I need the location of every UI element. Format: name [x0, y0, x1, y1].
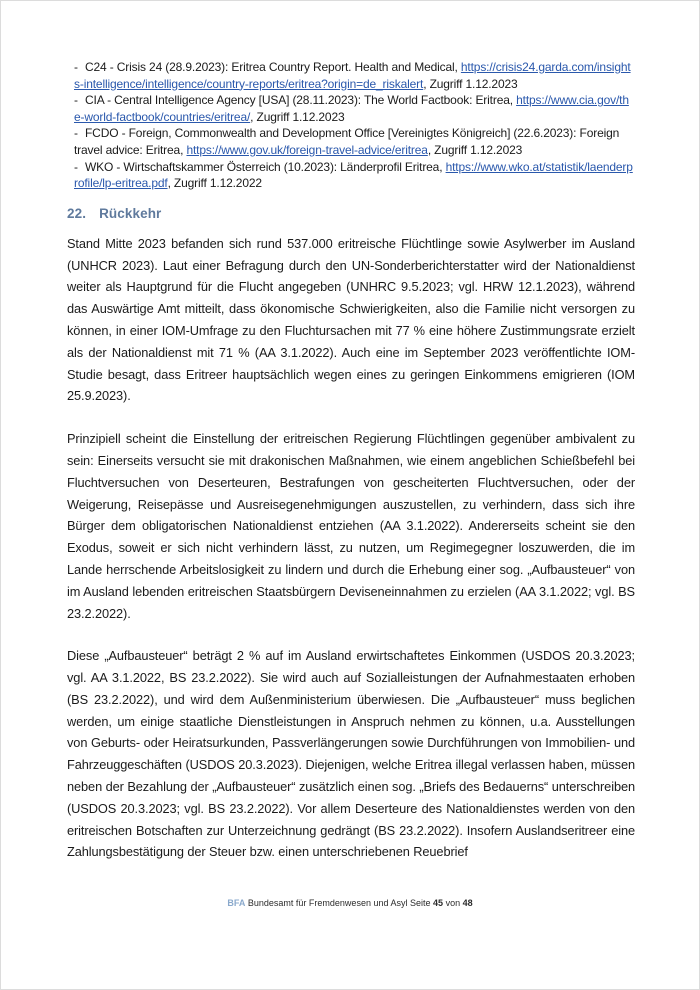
reference-text: , Zugriff 1.12.2023 [427, 142, 523, 157]
footer-of-label: von [445, 898, 461, 908]
reference-link[interactable]: https://www.gov.uk/foreign-travel-advice/eritrea [186, 142, 428, 157]
reference-list [67, 59, 635, 192]
body-paragraph: Diese „Aufbausteuer“ beträgt 2 % auf im Ausland erwirtschaftetes Einkommen (USDOS 20.3.2023; vgl. AA 3.1.2022, BS 23.2.2022). Sie wird auch auf Sozialleistungen der Aufnahmestaaten erhoben (BS 23.2.2022), und wird dem Außenministerium überwiesen. Die „Aufbausteuer“ muss beglichen werden, um einige staatliche Dienstleistungen in Anspruch nehmen zu können, u.a. Ausstellungen von Geburts- oder Heiratsurkunden, Passverlängerungen sowie Durchführungen von Immobilien- und Fahrzeuggeschäften (USDOS 20.3.2023). Diejenigen, welche Eritrea illegal verlassen haben, müssen neben der Bezahlung der „Aufbausteuer“ zusätzlich einen sog. „Briefs des Bedauerns“ unterschreiben (USDOS 20.3.2023; vgl. BS 23.2.2022). Vor allem Deserteure des Nationaldienstes werden von den eritreischen Botschaften zur Unterzeichnung gedrängt (BS 23.2.2022). Insofern Auslandseritreer eine Zahlungsbestätigung der Steuer bzw. einen unterschriebenen Reuebrief [67, 648, 635, 860]
reference-item [67, 92, 635, 125]
reference-text: FCDO - Foreign, Commonwealth and Development Office [Vereinigtes Königreich] (22.6.2023): Foreign travel advice: Eritrea, [74, 126, 620, 157]
body-paragraph: Stand Mitte 2023 befanden sich rund 537.000 eritreische Flüchtlinge sowie Asylwerber im Ausland (UNHCR 2023). Laut einer Befragung durch den UN-Sonderberichterstatter wird der Nationaldienst weiter als Hauptgrund für die Flucht angegeben (UNHRC 9.5.2023; vgl. HRW 12.1.2023), während das Auswärtige Amt mitteilt, dass ökonomische Schwierigkeiten, also die Familie nicht versorgen zu können, in einer IOM-Umfrage zu den Fluchtursachen mit 77 % eine höhere Zustimmungsrate erzielt als der Nationaldienst mit 71 % (AA 3.1.2022). Auch eine im September 2023 veröffentlichte IOM-Studie besagt, dass Eritreer hauptsächlich wegen eines zu geringen Einkommens emigrieren (IOM 25.9.2023). [67, 235, 635, 404]
list-dash: - [74, 60, 78, 74]
reference-text: WKO - Wirtschaftskammer Österreich (10.2023): Länderprofil Eritrea, [85, 159, 446, 174]
reference-item [67, 59, 635, 92]
reference-text: , Zugriff 1.12.2022 [167, 176, 262, 191]
bfa-logo: BFA [227, 898, 246, 908]
reference-link[interactable]: https://www.wko.at/statistik/laenderprofile/lp-eritrea.pdf [74, 159, 633, 191]
footer-org-text: Bundesamt für Fremdenwesen und Asyl [247, 898, 408, 908]
body-text [67, 233, 635, 864]
reference-text: , Zugriff 1.12.2023 [423, 76, 518, 91]
page-footer [1, 898, 699, 908]
reference-link[interactable]: https://www.cia.gov/the-world-factbook/countries/eritrea/ [74, 93, 629, 124]
section-number: 22. [67, 205, 87, 221]
reference-text: CIA - Central Intelligence Agency [USA] (28.11.2023): The World Factbook: Eritrea, [85, 93, 517, 108]
body-paragraph: Prinzipiell scheint die Einstellung der eritreischen Regierung Flüchtlingen gegenüber ambivalent zu sein: Einerseits versucht sie mit drakonischen Maßnahmen, wie einem angeblichen Schießbefehl bei Fluchtversuchen von Deserteuren, Bestrafungen von gescheiterten Fluchtversuchen, oder der Weigerung, Reisepässe und Ausreisegenehmigungen auszustellen, zu verhindern, dass sich ihre Bürger dem obligatorischen Nationaldienst entziehen (AA 3.1.2022). Andererseits scheint sie den Exodus, soweit er sich nicht verhindern lässt, zu nutzen, um Regimegegner loszuwerden, die im Lande herrschende Arbeitslosigkeit zu lindern und durch die Erhebung einer sog. „Aufbausteuer“ von im Ausland lebenden eritreischen Staatsbürgern Deviseneinnahmen zu erzielen (AA 3.1.2022; vgl. BS 23.2.2022). [67, 431, 635, 621]
reference-text: , Zugriff 1.12.2023 [250, 109, 345, 124]
reference-item [67, 125, 635, 158]
list-dash: - [74, 159, 78, 174]
footer-page-number: 45 [433, 898, 444, 908]
section-title: Rückkehr [99, 205, 162, 221]
footer-page-label: Seite [410, 898, 431, 908]
list-dash: - [74, 126, 78, 141]
reference-text: C24 - Crisis 24 (28.9.2023): Eritrea Country Report. Health and Medical, [85, 60, 461, 74]
footer-page-total: 48 [462, 898, 473, 908]
section-heading [67, 206, 635, 221]
list-dash: - [74, 93, 78, 108]
reference-link[interactable]: https://crisis24.garda.com/insights-intelligence/intelligence/country-reports/eritrea?origin=de_riskalert [74, 60, 631, 91]
reference-item [67, 159, 635, 192]
